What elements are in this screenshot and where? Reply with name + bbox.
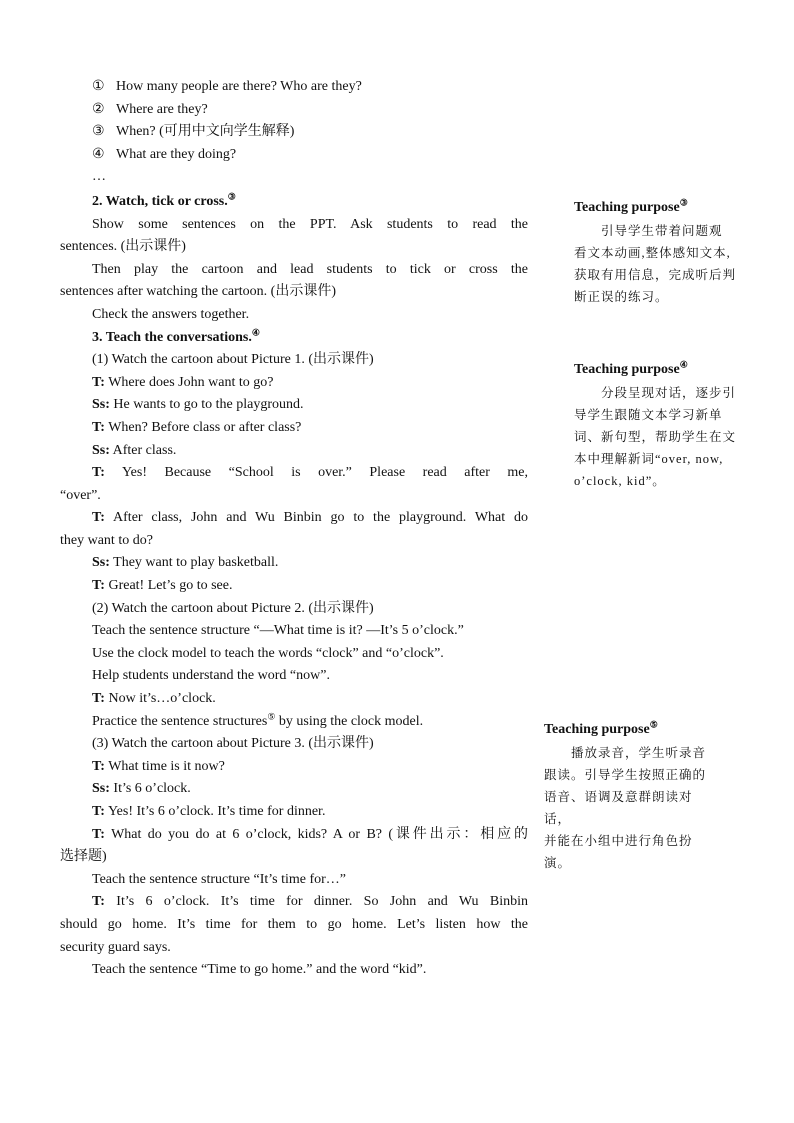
dialogue-text: It’s 6 o’clock. It’s time for dinner. So John and Wu Binbin xyxy=(104,894,528,910)
dialogue-continuation: security guard says. xyxy=(60,939,171,955)
picture-step: (2) Watch the cartoon about Picture 2. (出示课件) xyxy=(92,600,374,616)
speaker-label: Ss: xyxy=(92,442,110,458)
question-item xyxy=(60,76,528,99)
dialogue-text: What time is it now? xyxy=(104,758,225,774)
note-line: o’clock, kid”。 xyxy=(574,474,666,488)
note-title xyxy=(574,196,742,220)
dialogue-continuation: 选择题) xyxy=(60,849,107,865)
question-text: Where are they? xyxy=(116,101,208,117)
dialogue-continuation: “over”. xyxy=(60,487,101,503)
paragraph-line: Teach the sentence “Time to go home.” and the word “kid”. xyxy=(92,962,427,978)
heading-text: 2. Watch, tick or cross. xyxy=(92,193,228,209)
note-line: 演。 xyxy=(544,856,572,870)
paragraph-line: Show some sentences on the PPT. Ask students to read the xyxy=(92,216,528,232)
note-body xyxy=(544,742,712,874)
paragraph-line: Use the clock model to teach the words “clock” and “o’clock”. xyxy=(92,645,444,661)
footnote-marker: ④ xyxy=(679,359,688,370)
dialogue-text: Great! Let’s go to see. xyxy=(104,578,233,594)
note-title xyxy=(574,358,742,382)
footnote-marker: ⑤ xyxy=(649,719,658,730)
paragraph-line: Teach the sentence structure “—What time is it? —It’s 5 o’clock.” xyxy=(92,623,464,639)
ellipsis: … xyxy=(92,169,106,185)
note-title xyxy=(544,718,712,742)
dialogue-continuation: should go home. It’s time for them to go home. Let’s listen how the xyxy=(60,916,528,932)
paragraph-line: sentences after watching the cartoon. (出示课件) xyxy=(60,284,337,300)
speaker-label: T: xyxy=(92,374,105,390)
dialogue-text: He wants to go to the playground. xyxy=(109,397,304,413)
teaching-purpose-note xyxy=(544,718,712,874)
paragraph-line xyxy=(60,711,528,734)
speaker-label: T: xyxy=(92,894,105,910)
dialogue-text: Where does John want to go? xyxy=(104,374,274,390)
teaching-purpose-note xyxy=(574,358,742,492)
dialogue-text: It’s 6 o’clock. xyxy=(109,781,191,797)
note-line: 看文本动画,整体感知文本, xyxy=(574,246,731,260)
speaker-label: T: xyxy=(92,510,105,526)
paragraph-line: Check the answers together. xyxy=(92,306,250,322)
speaker-label: T: xyxy=(92,826,105,842)
note-line: 导学生跟随文本学习新单 xyxy=(574,408,723,422)
dialogue-line xyxy=(60,688,528,711)
paragraph-line: Teach the sentence structure “It’s time for…” xyxy=(92,871,347,887)
lesson-main-column xyxy=(60,76,528,982)
practice-text: by using the clock model. xyxy=(275,713,424,729)
dialogue-line xyxy=(60,552,528,575)
dialogue-line xyxy=(60,575,528,598)
speaker-label: T: xyxy=(92,465,105,481)
dialogue-line xyxy=(60,417,528,440)
question-text: What are they doing? xyxy=(116,146,237,162)
question-item xyxy=(60,121,528,144)
paragraph-line: sentences. (出示课件) xyxy=(60,239,186,255)
speaker-label: T: xyxy=(92,578,105,594)
note-line: 获取有用信息，完成听后判 xyxy=(574,268,737,282)
note-line: 引导学生带着问题观 xyxy=(574,224,723,238)
dialogue-line xyxy=(60,462,528,485)
speaker-label: T: xyxy=(92,691,105,707)
note-line: 断正误的练习。 xyxy=(574,290,669,304)
practice-text: Practice the sentence structures xyxy=(92,713,268,729)
dialogue-line xyxy=(60,824,528,847)
dialogue-text: Yes! It’s 6 o’clock. It’s time for dinner. xyxy=(104,804,326,819)
paragraph-line: Then play the cartoon and lead students to tick or cross the xyxy=(92,261,528,277)
speaker-label: T: xyxy=(92,419,105,435)
note-line: 词、新句型，帮助学生在文 xyxy=(574,430,737,444)
dialogue-line xyxy=(60,756,528,779)
dialogue-line xyxy=(60,801,528,824)
speaker-label: Ss: xyxy=(92,397,110,413)
paragraph-line: Help students understand the word “now”. xyxy=(92,668,330,684)
speaker-label: T: xyxy=(92,804,105,819)
dialogue-text: They want to play basketball. xyxy=(109,555,279,571)
question-item xyxy=(60,99,528,122)
question-number: ① xyxy=(92,79,105,94)
dialogue-continuation: they want to do? xyxy=(60,532,153,548)
note-line: 播放录音，学生听录音 xyxy=(544,746,707,760)
dialogue-text: What do you do at 6 o’clock, kids? A or B? (课件出示：相应的 xyxy=(104,826,528,842)
dialogue-line xyxy=(60,507,528,530)
dialogue-line xyxy=(60,372,528,395)
note-line: 并能在小组中进行角色扮 xyxy=(544,834,693,848)
dialogue-line xyxy=(60,394,528,417)
picture-step: (3) Watch the cartoon about Picture 3. (出示课件) xyxy=(92,736,374,752)
dialogue-text: After class, John and Wu Binbin go to the playground. What do xyxy=(104,510,528,526)
speaker-label: T: xyxy=(92,758,105,774)
footnote-marker: ③ xyxy=(227,191,236,202)
picture-step: (1) Watch the cartoon about Picture 1. (出示课件) xyxy=(92,352,374,368)
note-title-text: Teaching purpose xyxy=(544,722,650,737)
footnote-marker: ④ xyxy=(251,326,260,337)
heading-text: 3. Teach the conversations. xyxy=(92,329,252,345)
teaching-purpose-note xyxy=(574,196,742,308)
footnote-marker: ⑤ xyxy=(267,710,276,721)
question-number: ② xyxy=(92,101,105,117)
section-heading-watch-tick xyxy=(60,191,528,214)
dialogue-line xyxy=(60,440,528,463)
note-line: 语音、语调及意群朗读对话， xyxy=(544,790,693,826)
dialogue-text: After class. xyxy=(109,442,177,458)
footnote-marker: ③ xyxy=(679,197,688,208)
dialogue-line xyxy=(60,778,528,801)
speaker-label: Ss: xyxy=(92,555,110,571)
note-body xyxy=(574,382,742,492)
note-line: 本中理解新词“over, now, xyxy=(574,452,724,466)
note-title-text: Teaching purpose xyxy=(574,362,680,377)
note-line: 跟读。引导学生按照正确的 xyxy=(544,768,707,782)
dialogue-text: Now it’s…o’clock. xyxy=(104,691,216,707)
note-line: 分段呈现对话，逐步引 xyxy=(574,386,737,400)
question-item xyxy=(60,144,528,167)
question-number: ④ xyxy=(92,146,105,162)
speaker-label: Ss: xyxy=(92,781,110,797)
question-text: When? (可用中文向学生解释) xyxy=(116,124,295,140)
note-title-text: Teaching purpose xyxy=(574,200,680,215)
dialogue-line xyxy=(60,891,528,914)
dialogue-text: Yes! Because “School is over.” Please read after me, xyxy=(104,465,528,481)
section-heading-conversations xyxy=(60,327,528,350)
note-body xyxy=(574,220,742,308)
question-number: ③ xyxy=(92,124,105,140)
question-text: How many people are there? Who are they? xyxy=(116,79,362,94)
dialogue-text: When? Before class or after class? xyxy=(104,419,302,435)
